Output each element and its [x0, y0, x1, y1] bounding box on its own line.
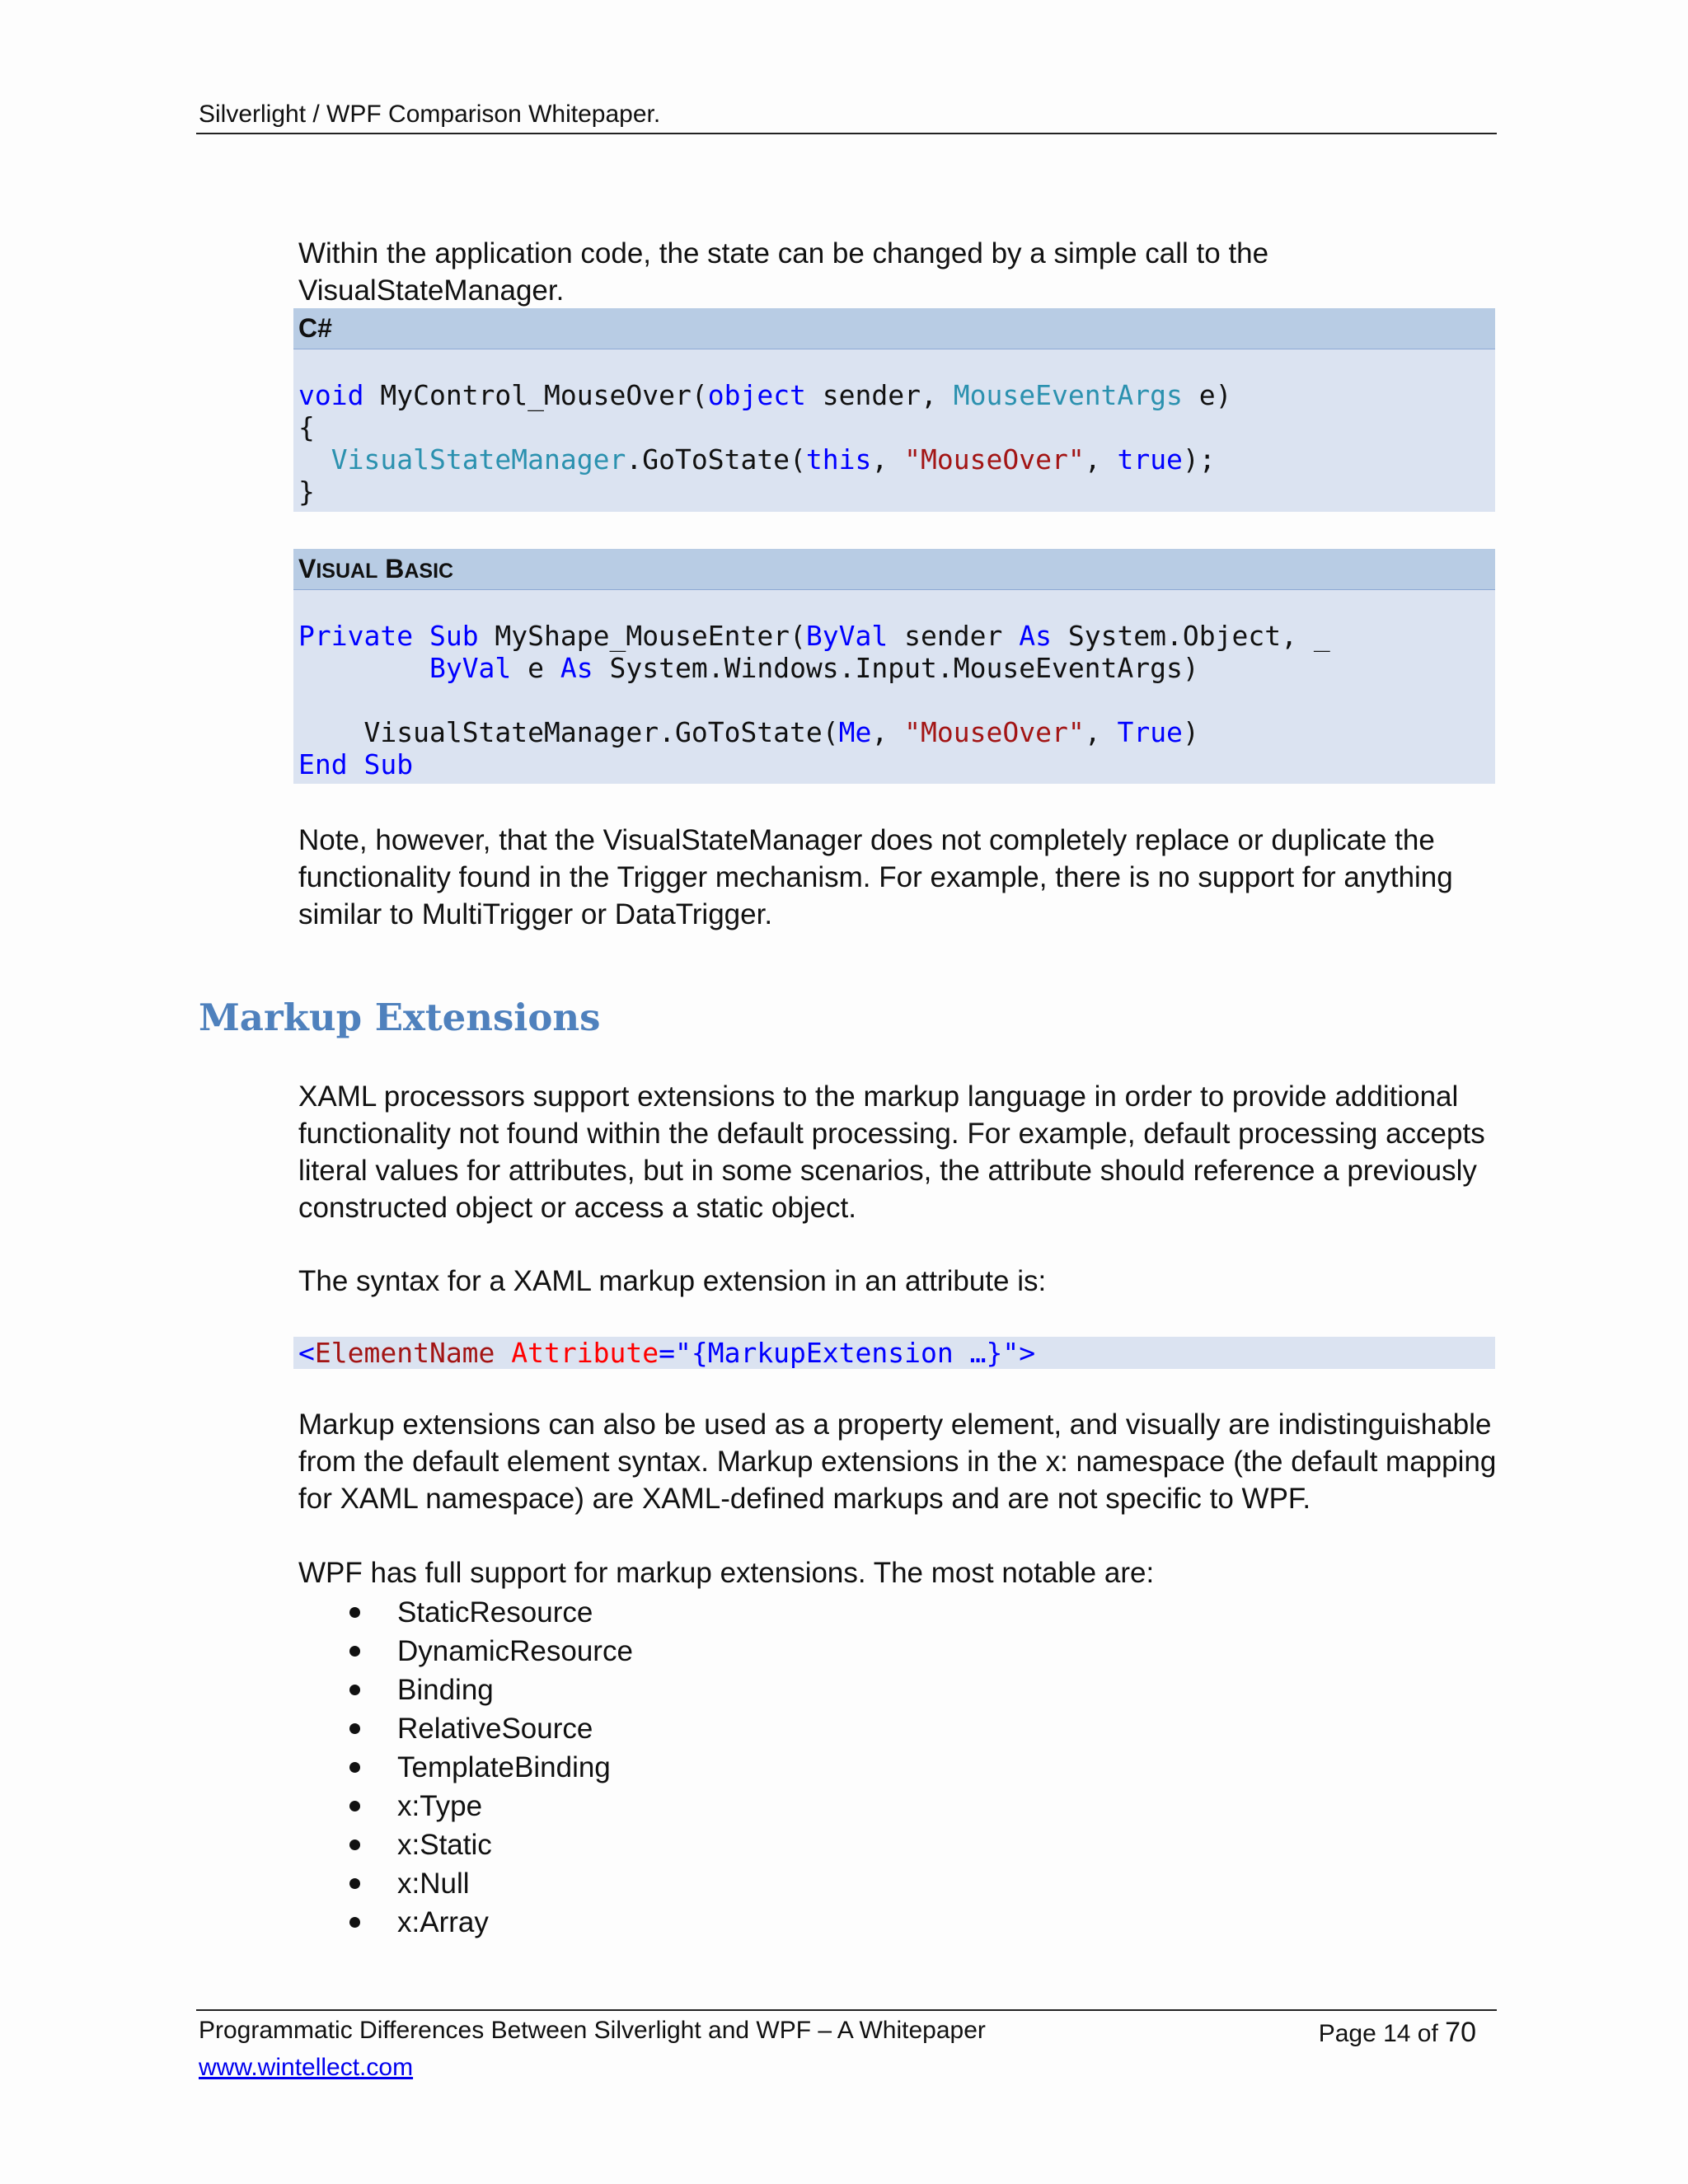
page-header-title: Silverlight / WPF Comparison Whitepaper. — [199, 101, 661, 128]
code-line: End Sub — [298, 748, 414, 780]
syntax-code-line: <ElementName Attribute="{MarkupExtension …}"> — [293, 1337, 1495, 1369]
bullet-icon — [349, 1917, 360, 1928]
bullet-icon — [349, 1801, 360, 1811]
list-item: Binding — [298, 1671, 633, 1709]
paragraph-line: for XAML namespace) are XAML-defined markups and are not specific to WPF. — [298, 1483, 1311, 1515]
code-line: ByVal e As System.Windows.Input.MouseEventArgs) — [429, 652, 1199, 684]
code-line: { — [298, 411, 315, 443]
footer-website-link[interactable]: www.wintellect.com — [199, 2054, 414, 2081]
footer-divider — [196, 2009, 1497, 2011]
intro-paragraph — [298, 235, 1502, 309]
list-item: DynamicResource — [298, 1632, 633, 1671]
intro-line-2: VisualStateManager. — [298, 274, 565, 307]
property-element-paragraph — [298, 1406, 1502, 1517]
footer-document-title: Programmatic Differences Between Silverlight and WPF – A Whitepaper — [199, 2017, 986, 2044]
section-heading: Markup Extensions — [199, 996, 601, 1039]
intro-line-1: Within the application code, the state can be changed by a simple call to the — [298, 237, 1269, 269]
markup-extension-list — [298, 1593, 633, 1942]
xaml-processors-paragraph — [298, 1078, 1502, 1226]
note-line-2: functionality found in the Trigger mechanism. For example, there is no support for anything — [298, 861, 1453, 893]
footer-page-number: Page 14 of 70 — [1318, 2017, 1476, 2048]
bullet-icon — [349, 1607, 360, 1618]
note-line-3: similar to MultiTrigger or DataTrigger. — [298, 898, 773, 930]
list-item: RelativeSource — [298, 1709, 633, 1748]
code-line: VisualStateManager.GoToState(this, "MouseOver", true); — [331, 443, 1216, 476]
list-item: TemplateBinding — [298, 1748, 633, 1787]
csharp-code-block — [293, 308, 1495, 512]
code-line: VisualStateManager.GoToState(Me, "MouseOver", True) — [363, 716, 1199, 748]
note-line-1: Note, however, that the VisualStateManager does not completely replace or duplicate the — [298, 824, 1435, 856]
note-paragraph — [298, 822, 1502, 933]
paragraph-line: literal values for attributes, but in some scenarios, the attribute should reference a previously — [298, 1155, 1477, 1187]
vb-code-heading: VISUAL BASIC — [293, 549, 1495, 590]
list-item: x:Static — [298, 1825, 633, 1864]
bullet-icon — [349, 1840, 360, 1850]
list-item: x:Null — [298, 1864, 633, 1903]
wpf-support-paragraph: WPF has full support for markup extensions. The most notable are: — [298, 1557, 1155, 1589]
vb-code-body — [293, 590, 1495, 780]
code-line: Private Sub MyShape_MouseEnter(ByVal sender As System.Object, _ — [298, 620, 1330, 652]
header-divider — [196, 133, 1497, 134]
syntax-intro: The syntax for a XAML markup extension in an attribute is: — [298, 1265, 1047, 1297]
code-line: void MyControl_MouseOver(object sender, MouseEventArgs e) — [298, 379, 1232, 411]
paragraph-line: Markup extensions can also be used as a property element, and visually are indistinguishable — [298, 1408, 1492, 1441]
bullet-icon — [349, 1878, 360, 1889]
paragraph-line: constructed object or access a static object. — [298, 1192, 856, 1224]
code-line: } — [298, 476, 315, 508]
csharp-code-heading: C# — [293, 308, 1495, 349]
list-item: x:Type — [298, 1787, 633, 1825]
vb-code-block — [293, 549, 1495, 784]
bullet-icon — [349, 1685, 360, 1695]
code-line — [298, 684, 1495, 716]
list-item: StaticResource — [298, 1593, 633, 1632]
list-item: x:Array — [298, 1903, 633, 1942]
bullet-icon — [349, 1646, 360, 1657]
paragraph-line: from the default element syntax. Markup extensions in the x: namespace (the default mapping — [298, 1446, 1497, 1478]
bullet-icon — [349, 1762, 360, 1773]
bullet-icon — [349, 1723, 360, 1734]
paragraph-line: XAML processors support extensions to the markup language in order to provide additional — [298, 1080, 1459, 1113]
csharp-code-body — [293, 349, 1495, 508]
paragraph-line: functionality not found within the default processing. For example, default processing accepts — [298, 1118, 1485, 1150]
